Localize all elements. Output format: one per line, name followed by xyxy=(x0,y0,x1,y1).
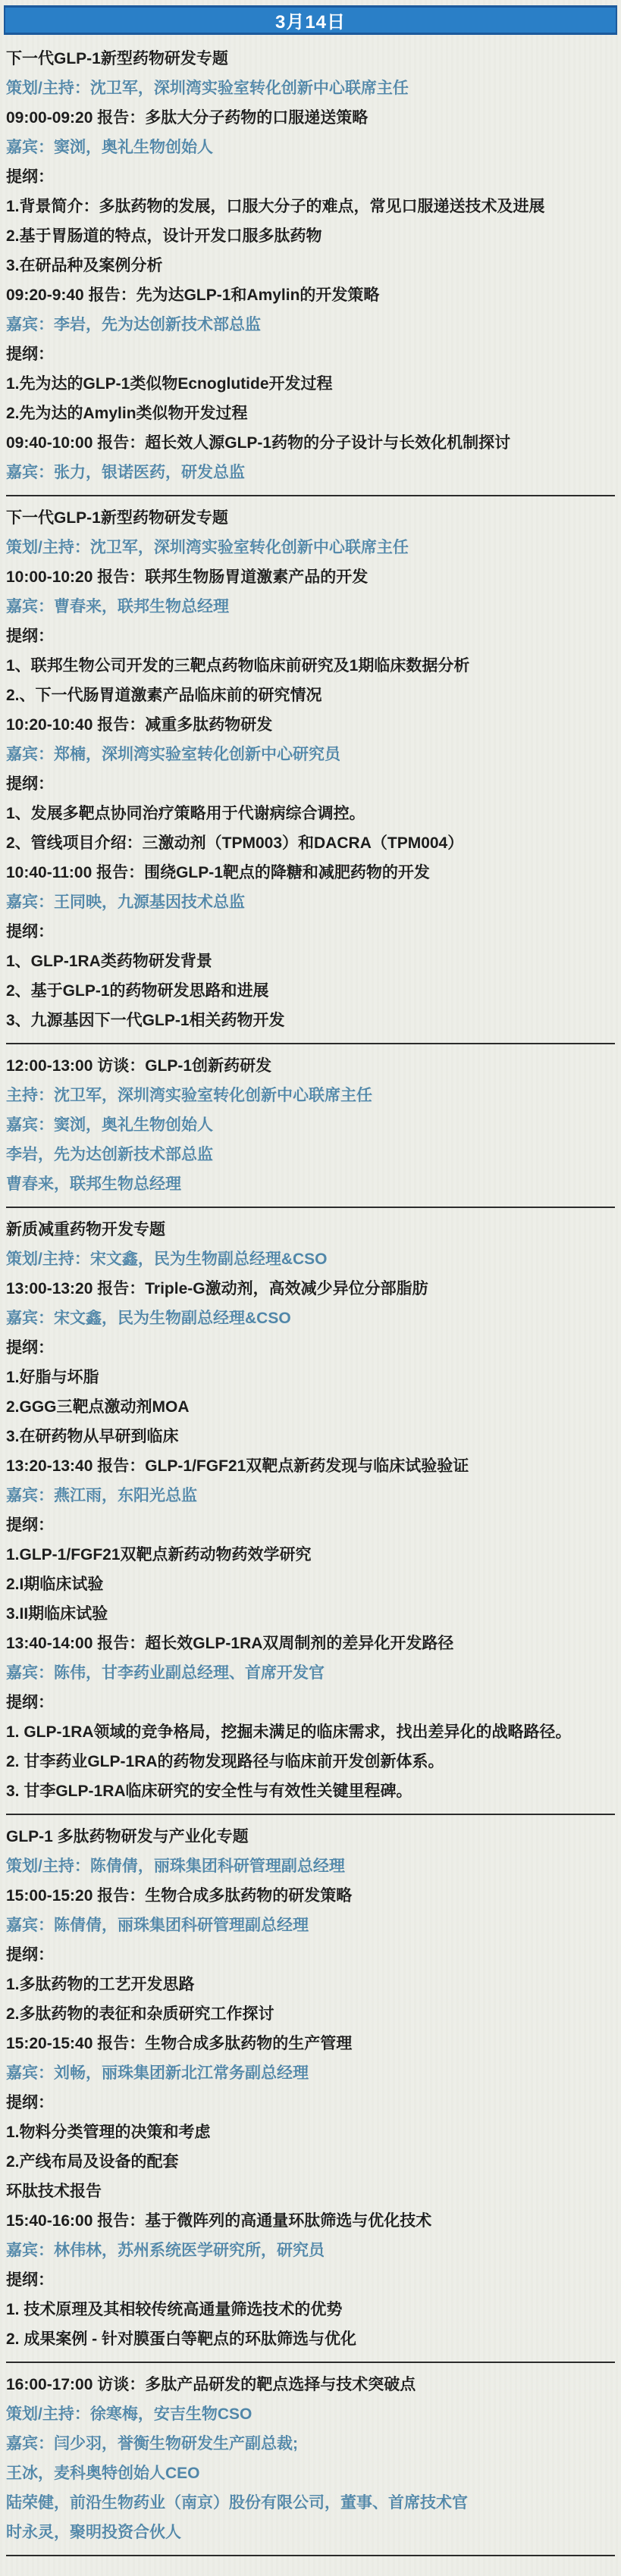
outline-item: 2. 甘李药业GLP-1RA的药物发现路径与临床前开发创新体系。 xyxy=(6,1753,444,1770)
outline-label: 提纲： xyxy=(6,775,54,793)
session-title: 环肽技术报告 xyxy=(6,2183,102,2200)
outline-item: 3.在研品种及案例分析 xyxy=(6,257,163,274)
section-divider xyxy=(6,495,615,496)
date-header-bar xyxy=(4,5,617,35)
speaker-line: 王冰，麦科奥特创始人CEO xyxy=(6,2465,200,2482)
outline-item: 3.II期临床试验 xyxy=(6,1605,108,1623)
outline-item: 3.在研药物从早研到临床 xyxy=(6,1428,179,1445)
outline-item: 2.先为达的Amylin类似物开发过程 xyxy=(6,405,248,422)
speaker-line: 时永灵，聚明投资合伙人 xyxy=(6,2524,181,2541)
schedule-item: 15:20-15:40 报告：生物合成多肽药物的生产管理 xyxy=(6,2035,353,2052)
speaker-line: 嘉宾：曹春来，联邦生物总经理 xyxy=(6,598,229,615)
outline-label: 提纲： xyxy=(6,346,54,363)
speaker-line: 嘉宾：燕江雨，东阳光总监 xyxy=(6,1487,197,1504)
outline-item: 1、联邦生物公司开发的三靶点药物临床前研究及1期临床数据分析 xyxy=(6,657,470,675)
schedule-item: 13:40-14:00 报告：超长效GLP-1RA双周制剂的差异化开发路径 xyxy=(6,1635,454,1652)
outline-label: 提纲： xyxy=(6,1516,54,1534)
schedule-item: 12:00-13:00 访谈：GLP-1创新药研发 xyxy=(6,1057,272,1075)
speaker-line: 嘉宾：刘畅，丽珠集团新北江常务副总经理 xyxy=(6,2064,309,2082)
outline-label: 提纲： xyxy=(6,1694,54,1711)
speaker-line: 陆荣健，前沿生物药业（南京）股份有限公司，董事、首席技术官 xyxy=(6,2494,468,2512)
outline-label: 提纲： xyxy=(6,1946,54,1964)
session-title: 新质减重药物开发专题 xyxy=(6,1221,165,1238)
schedule-item: 13:20-13:40 报告：GLP-1/FGF21双靶点新药发现与临床试验验证 xyxy=(6,1457,469,1475)
speaker-line: 嘉宾：林伟林，苏州系统医学研究所，研究员 xyxy=(6,2242,325,2259)
outline-item: 2、管线项目介绍：三激动剂（TPM003）和DACRA（TPM004） xyxy=(6,834,464,852)
outline-item: 2.、下一代肠胃道激素产品临床前的研究情况 xyxy=(6,687,322,704)
speaker-line: 嘉宾：李岩，先为达创新技术部总监 xyxy=(6,316,261,333)
speaker-line: 嘉宾：闫少羽，誉衡生物研发生产副总裁; xyxy=(6,2435,298,2452)
section-divider xyxy=(6,2555,615,2556)
outline-item: 2.GGG三靶点激动剂MOA xyxy=(6,1398,190,1416)
outline-label: 提纲： xyxy=(6,1339,54,1357)
speaker-line: 李岩，先为达创新技术部总监 xyxy=(6,1146,213,1163)
outline-item: 1、GLP-1RA类药物研发背景 xyxy=(6,953,212,970)
host-line: 策划/主持：陈倩倩，丽珠集团科研管理副总经理 xyxy=(6,1858,345,1875)
host-line: 策划/主持：徐寒梅，安吉生物CSO xyxy=(6,2405,252,2423)
outline-item: 2.产线布局及设备的配套 xyxy=(6,2153,179,2171)
host-line: 主持：沈卫军，深圳湾实验室转化创新中心联席主任 xyxy=(6,1087,372,1104)
outline-label: 提纲： xyxy=(6,168,54,186)
outline-item: 2.基于胃肠道的特点，设计开发口服多肽药物 xyxy=(6,227,322,245)
schedule-item: 09:40-10:00 报告：超长效人源GLP-1药物的分子设计与长效化机制探讨 xyxy=(6,434,511,452)
outline-item: 1.背景简介：多肽药物的发展，口服大分子的难点，常见口服递送技术及进展 xyxy=(6,198,545,215)
host-line: 策划/主持：宋文鑫，民为生物副总经理&CSO xyxy=(6,1250,328,1268)
host-line: 策划/主持：沈卫军，深圳湾实验室转化创新中心联席主任 xyxy=(6,80,409,97)
schedule-item: 16:00-17:00 访谈：多肽产品研发的靶点选择与技术突破点 xyxy=(6,2376,416,2393)
speaker-line: 嘉宾：张力，银诺医药，研发总监 xyxy=(6,464,245,481)
section-divider xyxy=(6,2362,615,2363)
section-divider xyxy=(6,1814,615,1815)
outline-item: 2、基于GLP-1的药物研发思路和进展 xyxy=(6,982,269,1000)
outline-item: 3、九源基因下一代GLP-1相关药物开发 xyxy=(6,1012,285,1029)
outline-item: 1.GLP-1/FGF21双靶点新药动物药效学研究 xyxy=(6,1546,312,1563)
schedule-item: 09:00-09:20 报告：多肽大分子药物的口服递送策略 xyxy=(6,109,369,127)
outline-item: 2.I期临床试验 xyxy=(6,1576,104,1593)
outline-label: 提纲： xyxy=(6,2094,54,2111)
outline-item: 1.多肽药物的工艺开发思路 xyxy=(6,1976,195,1993)
speaker-line: 嘉宾：王同映，九源基因技术总监 xyxy=(6,894,245,911)
session-title: 下一代GLP-1新型药物研发专题 xyxy=(6,50,228,67)
outline-item: 1.好脂与坏脂 xyxy=(6,1369,99,1386)
date-header-label: 3月14日 xyxy=(274,12,347,33)
speaker-line: 嘉宾：窦浏，奥礼生物创始人 xyxy=(6,139,213,156)
schedule-item: 15:00-15:20 报告：生物合成多肽药物的研发策略 xyxy=(6,1887,353,1905)
section-divider xyxy=(6,1207,615,1208)
schedule-item: 09:20-9:40 报告：先为达GLP-1和Amylin的开发策略 xyxy=(6,286,380,304)
session-title: GLP-1 多肽药物研发与产业化专题 xyxy=(6,1828,249,1845)
outline-item: 1、发展多靶点协同治疗策略用于代谢病综合调控。 xyxy=(6,805,365,822)
speaker-line: 嘉宾：宋文鑫，民为生物副总经理&CSO xyxy=(6,1310,291,1327)
outline-label: 提纲： xyxy=(6,628,54,645)
outline-label: 提纲： xyxy=(6,2271,54,2289)
schedule-item: 10:20-10:40 报告：减重多肽药物研发 xyxy=(6,716,273,734)
outline-item: 1.物料分类管理的决策和考虑 xyxy=(6,2124,211,2141)
schedule-item: 13:00-13:20 报告：Triple-G激动剂，高效减少异位分部脂肪 xyxy=(6,1280,428,1297)
speaker-line: 嘉宾：陈倩倩，丽珠集团科研管理副总经理 xyxy=(6,1917,309,1934)
schedule-item: 10:00-10:20 报告：联邦生物肠胃道激素产品的开发 xyxy=(6,568,369,586)
speaker-line: 嘉宾：窦浏，奥礼生物创始人 xyxy=(6,1116,213,1134)
outline-label: 提纲： xyxy=(6,923,54,941)
outline-item: 1. 技术原理及其相较传统高通量筛选技术的优势 xyxy=(6,2301,343,2318)
outline-item: 1.先为达的GLP-1类似物Ecnoglutide开发过程 xyxy=(6,375,333,393)
schedule-item: 10:40-11:00 报告：围绕GLP-1靶点的降糖和减肥药物的开发 xyxy=(6,864,430,881)
outline-item: 3. 甘李GLP-1RA临床研究的安全性与有效性关键里程碑。 xyxy=(6,1783,412,1800)
agenda-list xyxy=(0,35,621,2556)
host-line: 策划/主持：沈卫军，深圳湾实验室转化创新中心联席主任 xyxy=(6,539,409,556)
outline-item: 2.多肽药物的表征和杂质研究工作探讨 xyxy=(6,2005,274,2023)
schedule-item: 15:40-16:00 报告：基于微阵列的高通量环肽筛选与优化技术 xyxy=(6,2212,432,2230)
section-divider xyxy=(6,1043,615,1044)
speaker-line: 嘉宾：陈伟，甘李药业副总经理、首席开发官 xyxy=(6,1664,325,1682)
speaker-line: 曹春来，联邦生物总经理 xyxy=(6,1175,181,1193)
outline-item: 2. 成果案例 - 针对膜蛋白等靶点的环肽筛选与优化 xyxy=(6,2330,357,2348)
session-title: 下一代GLP-1新型药物研发专题 xyxy=(6,509,228,527)
speaker-line: 嘉宾：郑楠，深圳湾实验室转化创新中心研究员 xyxy=(6,746,340,763)
outline-item: 1. GLP-1RA领域的竞争格局，挖掘未满足的临床需求，找出差异化的战略路径。 xyxy=(6,1723,572,1741)
